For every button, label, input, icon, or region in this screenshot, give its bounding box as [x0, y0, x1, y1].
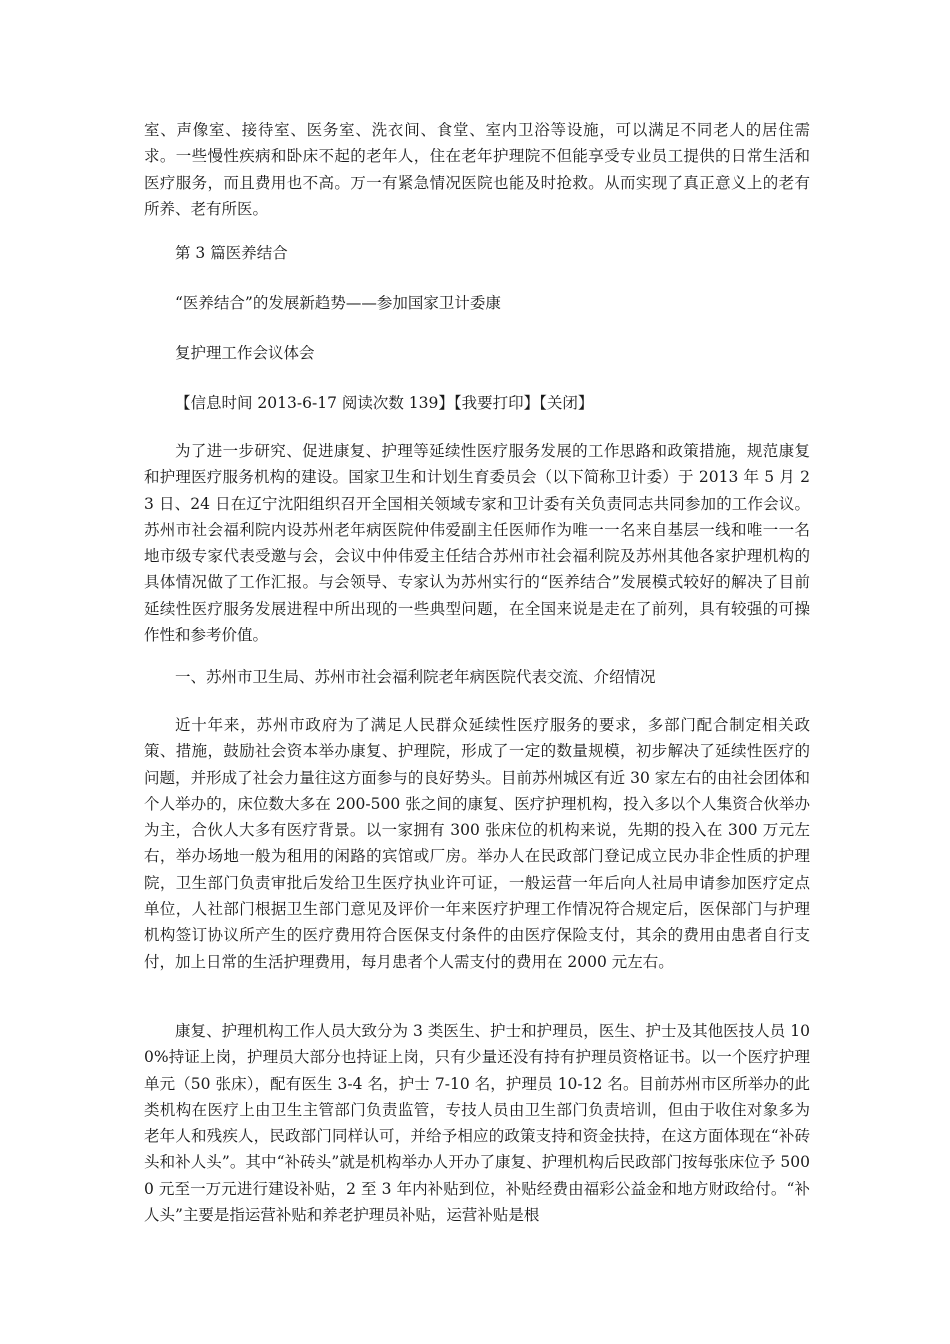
article-title-line-1: “医养结合”的发展新趋势——参加国家卫计委康 — [175, 294, 501, 312]
article-meta: 【信息时间 2013-6-17 阅读次数 139】【我要打印】【关闭】 — [175, 394, 594, 412]
paragraph-2: 近十年来，苏州市政府为了满足人民群众延续性医疗服务的要求，多部门配合制定相关政策、措施，鼓励社会资本举办康复、护理院，形成了一定的数量规模，初步解决了延续性医疗的问题，并形成了社会力量往这方面参与的良好势头。目前苏州城区有近 30 家左右的由社会团体和个人举办的，床位数大多在 200-500 张之间的康复、医疗护理机构，投入多以个人集资合伙举办为主，合伙人大多有医疗背景。以一家拥有 300 张床位的机构来说，先期的投入在 300 万元左右，举办场地一般为租用的闲路的宾馆或厂房。举办人在民政部门登记成立民办非企性质的护理院，卫生部门负责审批后发给卫生医疗执业许可证，一般运营一年后向人社局申请参加医疗定点单位，人社部门根据卫生部门意见及评价一年来医疗护理工作情况符合规定后，医保部门与护理机构签订协议所产生的医疗费用符合医保支付条件的由医疗保险支付，其余的费用由患者自行支付，加上日常的生活护理费用，每月患者个人需支付的费用在 2000 元左右。 — [144, 716, 810, 971]
subheading-1: 一、苏州市卫生局、苏州市社会福利院老年病医院代表交流、介绍情况 — [175, 668, 656, 686]
paragraph-3: 康复、护理机构工作人员大致分为 3 类医生、护士和护理员，医生、护士及其他医技人员 100%持证上岗，护理员大部分也持证上岗，只有少量还没有持有护理员资格证书。以一个医疗护理单元（50 张床），配有医生 3-4 名，护士 7-10 名，护理员 10-12 名。目前苏州市区所举办的此类机构在医疗上由卫生主管部门负责监管，专技人员由卫生部门负责培训，但由于收住对象多为老年人和残疾人，民政部门同样认可，并给予相应的政策支持和资金扶持，在这方面体现在“补砖头和补人头”。其中“补砖头”就是机构举办人开办了康复、护理机构后民政部门按每张床位予 5000 元至一万元进行建设补贴，2 至 3 年内补贴到位，补贴经费由福彩公益金和地方财政给付。“补人头”主要是指运营补贴和养老护理员补贴，运营补贴是根 — [144, 1022, 810, 1225]
section-heading: 第 3 篇医养结合 — [175, 244, 288, 262]
paragraph-intro: 为了进一步研究、促进康复、护理等延续性医疗服务发展的工作思路和政策措施，规范康复和护理医疗服务机构的建设。国家卫生和计划生育委员会（以下简称卫计委）于 2013 年 5 月 23 日、24 日在辽宁沈阳组织召开全国相关领域专家和卫计委有关负责同志共同参加的工作会议。苏州市社会福利院内设苏州老年病医院仲伟爱副主任医师作为唯一一名来自基层一线和唯一一名地市级专家代表受邀与会，会议中仲伟爱主任结合苏州市社会福利院及苏州其他各家护理机构的具体情况做了工作汇报。与会领导、专家认为苏州实行的“医养结合”发展模式较好的解决了目前延续性医疗服务发展进程中所出现的一些典型问题，在全国来说是走在了前列，具有较强的可操作性和参考价值。 — [144, 442, 810, 645]
paragraph-continued: 室、声像室、接待室、医务室、洗衣间、食堂、室内卫浴等设施，可以满足不同老人的居住需求。一些慢性疾病和卧床不起的老年人，住在老年护理院不但能享受专业员工提供的日常生活和医疗服务，而且费用也不高。万一有紧急情况医院也能及时抢救。从而实现了真正意义上的老有所养、老有所医。 — [144, 121, 810, 218]
article-title-line-2: 复护理工作会议体会 — [175, 344, 315, 362]
